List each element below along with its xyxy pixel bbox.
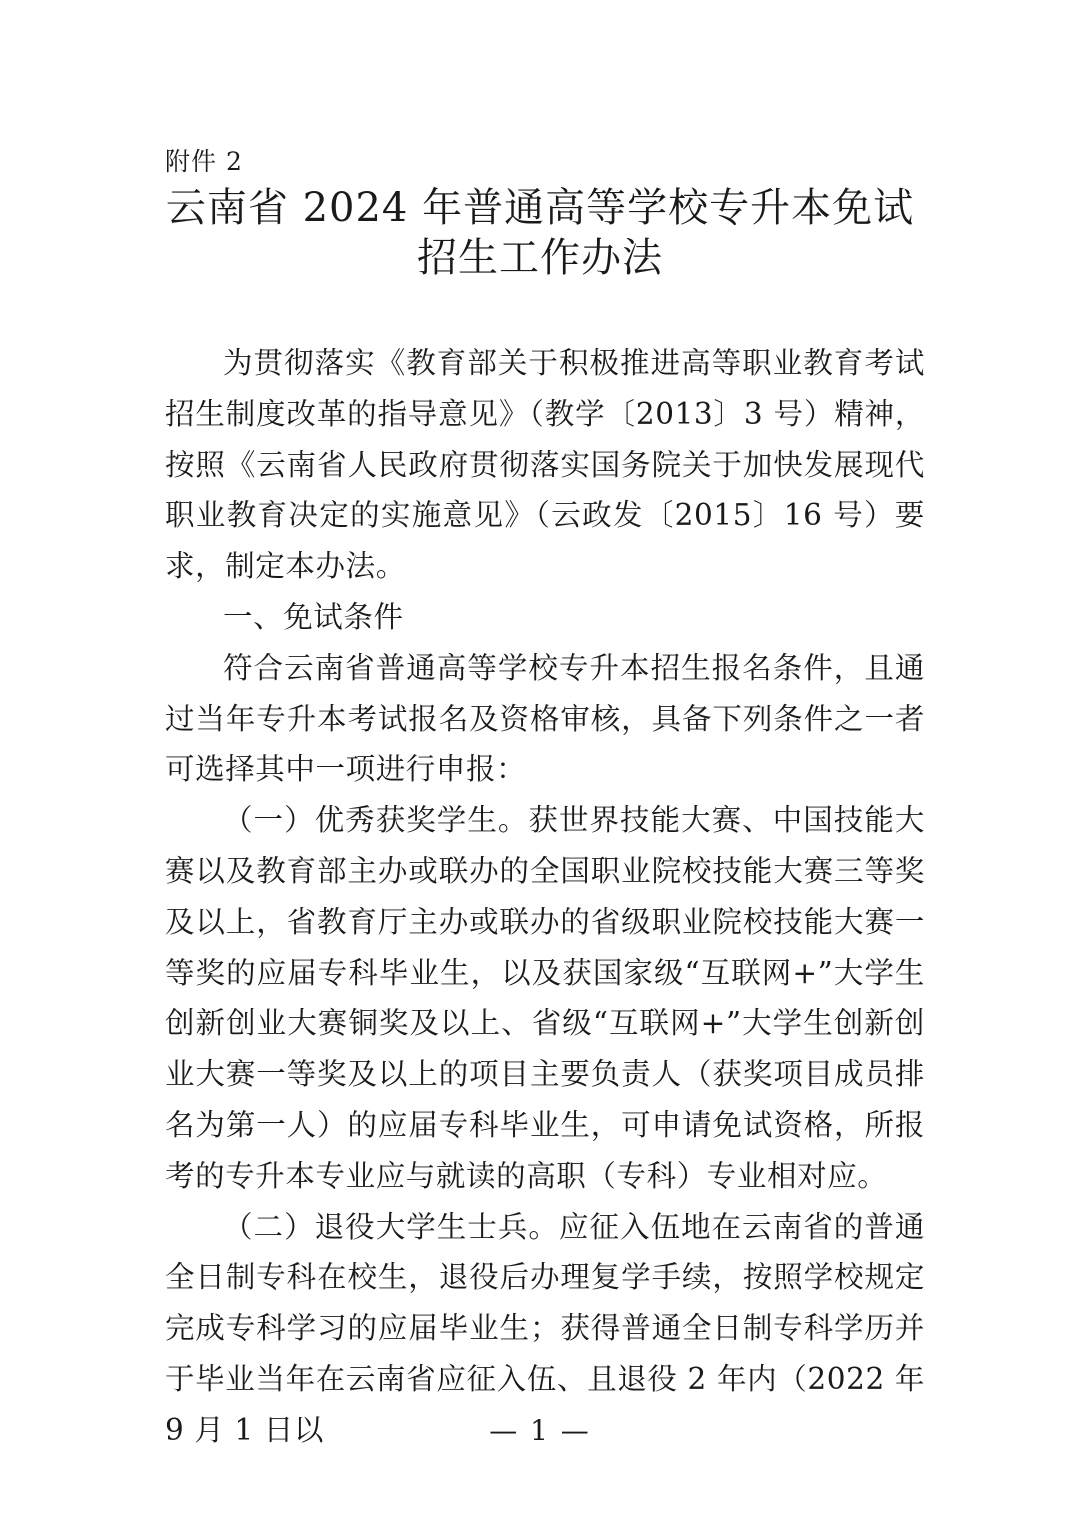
document-title-line-1: 云南省 2024 年普通高等学校专升本免试 bbox=[165, 185, 915, 231]
item-retired-student-soldiers: （二）退役大学生士兵。应征入伍地在云南省的普通全日制专科在校生，退役后办理复学手续，按照学校规定完成专科学习的应届毕业生；获得普通全日制专科学历并于毕业当年在云南省应征入伍、且退役 2 年内（2022 年 9 月 1 日以 bbox=[165, 1209, 925, 1447]
attachment-label: 附件 2 bbox=[165, 147, 243, 176]
intro-paragraph: 为贯彻落实《教育部关于积极推进高等职业教育考试招生制度改革的指导意见》（教学〔2013〕3 号）精神，按照《云南省人民政府贯彻落实国务院关于加快发展现代职业教育决定的实施意见》（云政发〔2015〕16 号）要求，制定本办法。 bbox=[165, 346, 925, 584]
item-outstanding-award-students: （一）优秀获奖学生。获世界技能大赛、中国技能大赛以及教育部主办或联办的全国职业院校技能大赛三等奖及以上，省教育厅主办或联办的省级职业院校技能大赛一等奖的应届专科毕业生，以及获国家级“互联网+”大学生创新创业大赛铜奖及以上、省级“互联网+”大学生创新创业大赛一等奖及以上的项目主要负责人（获奖项目成员排名为第一人）的应届专科毕业生，可申请免试资格，所报考的专升本专业应与就读的高职（专科）专业相对应。 bbox=[165, 803, 925, 1193]
page-number: — 1 — bbox=[489, 1414, 591, 1447]
document-title-line-2: 招生工作办法 bbox=[417, 235, 663, 281]
conditions-paragraph: 符合云南省普通高等学校专升本招生报名条件，且通过当年专升本考试报名及资格审核，具备下列条件之一者可选择其中一项进行申报： bbox=[165, 650, 925, 787]
section-heading-exemption-conditions: 一、免试条件 bbox=[223, 599, 404, 634]
document-body bbox=[165, 338, 925, 1456]
